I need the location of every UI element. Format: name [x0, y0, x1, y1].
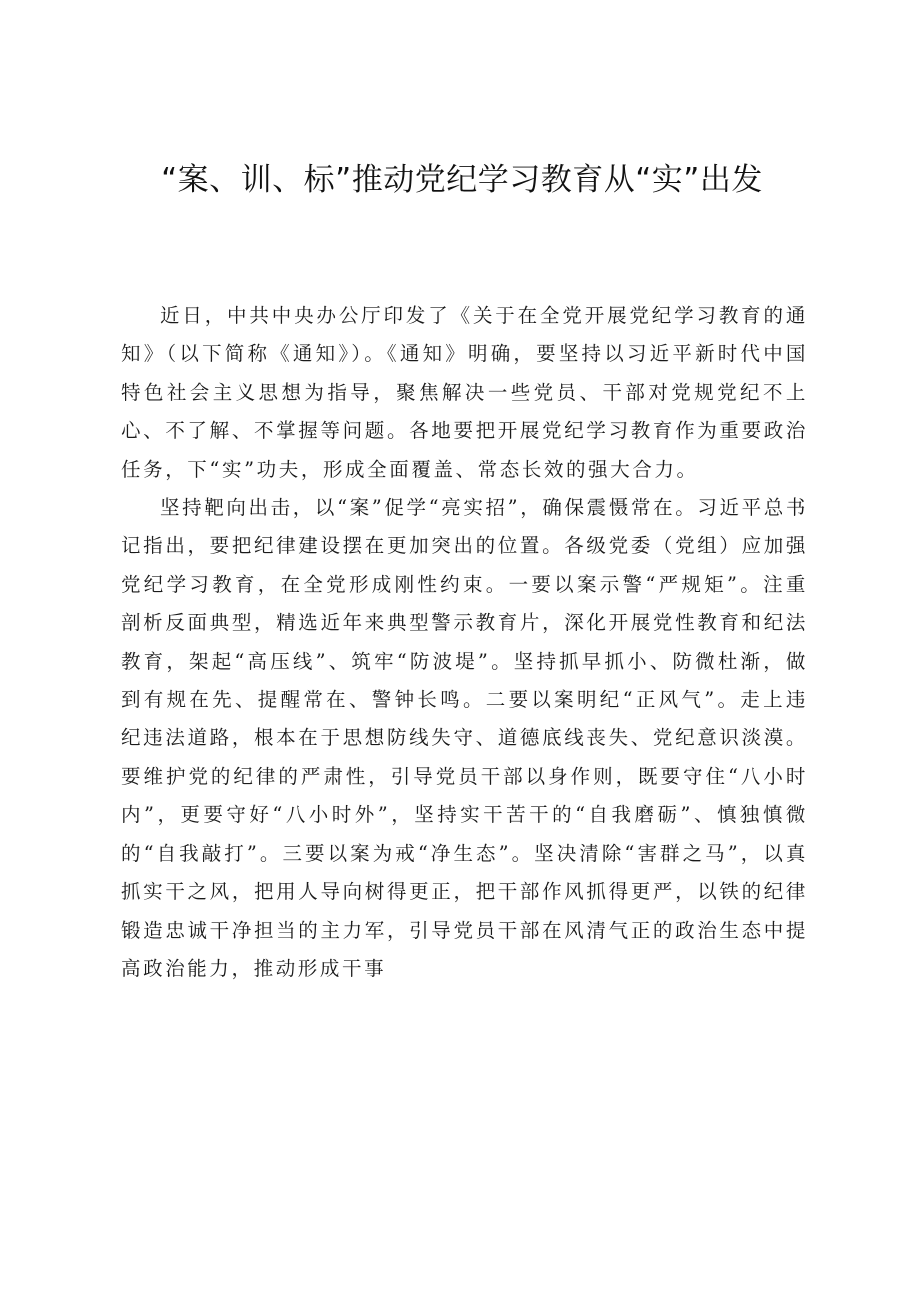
paragraph-case-warning: 坚持靶向出击，以“案”促学“亮实招”，确保震慑常在。习近平总书记指出，要把纪律建设摆在更加突出的位置。各级党委（党组）应加强党纪学习教育，在全党形成刚性约束。一要以案示警“严规矩”。注重剖析反面典型，精选近年来典型警示教育片，深化开展党性教育和纪法教育，架起“高压线”、筑牢“防波堤”。坚持抓早抓小、防微杜渐，做到有规在先、提醒常在、警钟长鸣。二要以案明纪“正风气”。走上违纪违法道路，根本在于思想防线失守、道德底线丧失、党纪意识淡漠。要维护党的纪律的严肃性，引导党员干部以身作则，既要守住“八小时内”，更要守好“八小时外”，坚持实干苦干的“自我磨砺”、慎独慎微的“自我敲打”。三要以案为戒“净生态”。坚决清除“害群之马”，以真抓实干之风，把用人导向树得更正，把干部作风抓得更严，以铁的纪律锻造忠诚干净担当的主力军，引导党员干部在风清气正的政治生态中提高政治能力，推动形成干事	[121, 496, 808, 980]
document-title: “案、训、标”推动党纪学习教育从“实”出发	[161, 162, 763, 198]
document-body	[121, 297, 808, 988]
paragraph-intro: 近日，中共中央办公厅印发了《关于在全党开展党纪学习教育的通知》（以下简称《通知》）。《通知》明确，要坚持以习近平新时代中国特色社会主义思想为指导，聚焦解决一些党员、干部对党规党纪不上心、不了解、不掌握等问题。各地要把开展党纪学习教育作为重要政治任务，下“实”功夫，形成全面覆盖、常态长效的强大合力。	[121, 304, 808, 481]
